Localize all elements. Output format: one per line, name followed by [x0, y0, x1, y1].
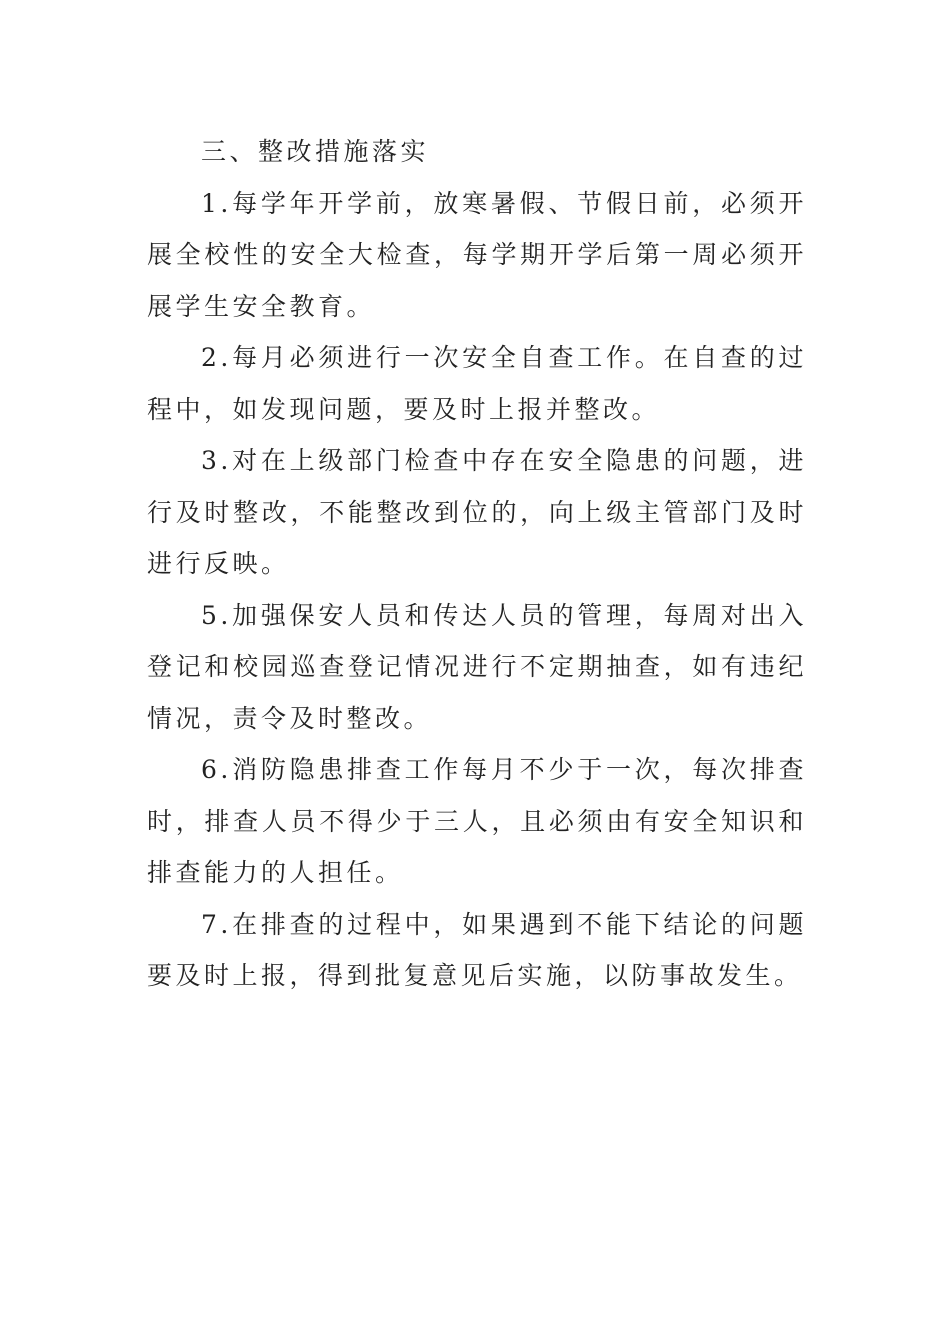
section-heading: 三、整改措施落实	[201, 137, 430, 166]
paragraph-item-5: 5.加强保安人员和传达人员的管理，每周对出入登记和校园巡查登记情况进行不定期抽查，如有违纪情况，责令及时整改。	[147, 600, 807, 733]
paragraph-item-6: 6.消防隐患排查工作每月不少于一次，每次排查时，排查人员不得少于三人，且必须由有安全知识和排查能力的人担任。	[147, 755, 807, 887]
paragraph-item-1: 1.每学年开学前，放寒暑假、节假日前，必须开展全校性的安全大检查，每学期开学后第一周必须开展学生安全教育。	[147, 188, 807, 321]
paragraph-item-3: 3.对在上级部门检查中存在安全隐患的问题，进行及时整改，不能整改到位的，向上级主管部门及时进行反映。	[147, 446, 807, 578]
document-body	[147, 126, 807, 1002]
paragraph-item-7: 7.在排查的过程中，如果遇到不能下结论的问题要及时上报，得到批复意见后实施，以防事故发生。	[147, 909, 807, 990]
paragraph-item-2: 2.每月必须进行一次安全自查工作。在自查的过程中，如发现问题，要及时上报并整改。	[147, 343, 807, 424]
